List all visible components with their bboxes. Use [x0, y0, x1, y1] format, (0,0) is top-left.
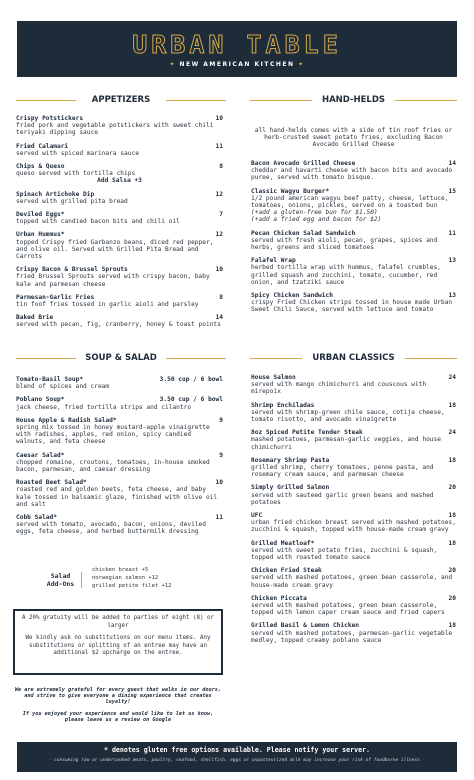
- item-desc: served with mashed potatoes, green bean casserole, and house-made cream gravy: [251, 574, 453, 589]
- handhelds-title: HAND-HELDS: [321, 95, 386, 105]
- item-price: 8: [219, 163, 223, 171]
- soup-salad-heading: [16, 353, 226, 363]
- addon-item: norwegian salmon +12: [92, 575, 159, 581]
- menu-header: [17, 21, 457, 77]
- divider: [395, 100, 457, 101]
- menu-item: [16, 417, 223, 446]
- handhelds-intro: all hand-helds comes with a side of tin roof fries or herb-crusted sweet potato fries, excluding Bacon Avocado Grilled Cheese: [254, 127, 453, 149]
- item-price: 12: [215, 190, 223, 198]
- soup-salad-title: SOUP & SALAD: [85, 353, 157, 363]
- item-price: 11: [448, 229, 456, 237]
- menu-item: [16, 396, 223, 410]
- item-price: 20: [448, 594, 456, 602]
- item-name: Spicy Chicken Sandwich: [251, 292, 333, 300]
- menu-item: [251, 292, 456, 314]
- item-price: 18: [448, 401, 456, 409]
- item-desc: jack cheese, fried tortilla strips and cilantro: [16, 403, 192, 411]
- item-name: Roasted Beet Salad*: [16, 479, 87, 487]
- item-price: 20: [448, 567, 456, 575]
- item-desc: served with fresh aioli, pecan, grapes, spices and herbs, greens and sliced tomatoes: [251, 236, 438, 252]
- item-price: 18: [448, 622, 456, 630]
- item-desc: mashed potatoes, parmesan-garlic veggies, and house chimichurri: [251, 436, 441, 451]
- item-desc: blend of spices and cream: [16, 383, 110, 391]
- item-desc: urban fried chicken breast served with mashed potatoes, zucchini & squash, topped with house-made cream gravy: [251, 519, 456, 534]
- item-desc: served with shrimp-green chile sauce, cotija cheese, tomato risotto, and avocado vinaigrette: [251, 408, 445, 424]
- item-desc: served with mashed potatoes, parmesan-garlic vegetable medley, topped creamy poblano sauce: [251, 629, 453, 644]
- addons-list: [92, 566, 171, 590]
- item-name: Bacon Avocado Grilled Cheese: [251, 160, 356, 167]
- menu-footer: [17, 742, 457, 772]
- gluten-free-note: * denotes gluten free options available. Please notify your server.: [104, 746, 370, 754]
- menu-item: [16, 191, 223, 205]
- item-price: 9: [219, 451, 223, 459]
- substitution-note: We kindly ask no substitutions on our menu items. Any substitutions or splitting of an entree may have an additional $2 upcharge on the entree.: [25, 635, 211, 656]
- handhelds-list: [251, 160, 456, 320]
- item-desc: served with mashed potatoes, green bean casserole, topped with lemon caper cream sauce and fried capers: [251, 602, 445, 617]
- appetizers-title: APPETIZERS: [91, 95, 151, 105]
- divider: [166, 358, 226, 359]
- item-desc: fried Brussel Sprouts served with crispy bacon, baby kale and parmesan cheese: [16, 273, 210, 288]
- item-desc: grilled shrimp, cherry tomatoes, penne pasta, and rosemary cream sauce, and parmesan cheese: [251, 464, 434, 479]
- item-desc: tin foof fries tossed in garlic aioli and parsley: [16, 301, 199, 309]
- item-desc: topped with candied bacon bits and chili oil: [16, 218, 180, 226]
- item-desc: crispy Fried Chicken strips tossed in house made Urban Sweet Chili Sauce, served with lettuce and tomato: [251, 299, 453, 314]
- item-desc: queso served with tortilla chips: [16, 170, 136, 178]
- item-price: 24: [448, 429, 456, 437]
- item-name: Crispy Potstickers: [16, 115, 84, 122]
- item-price: 24: [448, 374, 456, 381]
- menu-item: [251, 188, 456, 224]
- addon-item: chicken breast +5: [92, 567, 149, 573]
- item-desc: served with grilled pita bread: [16, 197, 128, 205]
- item-name: Chicken Piccata: [251, 594, 307, 602]
- item-price: 10: [215, 479, 223, 487]
- menu-item: [16, 163, 223, 185]
- tagline: [17, 61, 457, 68]
- menu-item: [251, 374, 456, 396]
- item-name: Baked Brie: [16, 314, 54, 322]
- menu-item: [16, 143, 223, 157]
- urban-classics-heading: [250, 353, 457, 363]
- menu-item: [16, 479, 223, 508]
- item-note: (+add a fried egg and bacon for $2): [251, 216, 382, 224]
- menu-item: [16, 115, 223, 137]
- item-name: House Apple & Radish Salad*: [16, 416, 117, 424]
- item-name: Chips & Queso: [16, 163, 65, 171]
- item-desc: served with mango chimichurri and couscous with mirepoix: [251, 381, 427, 396]
- item-name: Falafel Wrap: [251, 257, 296, 265]
- tagline-text: NEW AMERICAN KITCHEN: [179, 61, 295, 68]
- policy-notice: [13, 609, 223, 675]
- item-desc: fried pork and vegetable potstickers with sweet chili teriyaki dipping sauce: [16, 122, 214, 137]
- menu-item: [16, 266, 223, 288]
- item-desc: spring mix tossed in honey mustard-apple vinaigrette with radishes, apples, red onion, spicy candied walnuts, and feta cheese: [16, 424, 210, 446]
- salad-addons: [44, 566, 214, 594]
- star-icon: ✦: [169, 61, 176, 68]
- item-name: Poblano Soup*: [16, 396, 65, 404]
- handhelds-heading: [250, 95, 457, 105]
- item-desc: herbed tortilla wrap with hummus, falafel crumbles, grilled squash and zucchini, tomato, cucumber, red onion, and tzatziki sauce: [251, 264, 441, 286]
- item-desc: served with sweet potato fries, zucchini & squash, topped with roasted tomato sauce: [251, 546, 438, 562]
- gratuity-note: A 20% gratuity will be added to parties of eight (8) or larger: [22, 615, 214, 629]
- item-name: Tomato-Basil Soup*: [16, 376, 84, 383]
- item-price: 11: [215, 514, 223, 522]
- item-name: Grilled Meatloaf*: [251, 539, 315, 547]
- item-price: 14: [215, 314, 223, 322]
- thanks-line: We are extremely grateful for every guest that walks in our doors, and strive to give everyone a dining experience that creates loyalty!: [14, 687, 222, 705]
- item-name: Chicken Fried Steak: [251, 567, 322, 575]
- menu-item: [251, 429, 456, 451]
- item-price: 13: [448, 292, 456, 300]
- item-price: 12: [215, 231, 223, 239]
- item-extra: Add Salsa +3: [97, 177, 142, 185]
- menu-item: [251, 457, 456, 479]
- menu-item: [16, 294, 223, 308]
- item-name: Cobb Salad*: [16, 514, 57, 522]
- item-name: Urban Hummus*: [16, 231, 65, 239]
- item-price: 18: [448, 512, 456, 520]
- menu-item: [16, 231, 223, 260]
- menu-item: [251, 567, 456, 589]
- menu-item: [251, 484, 456, 506]
- item-name: Rosemary Shrimp Pasta: [251, 456, 330, 464]
- menu-item: [251, 402, 456, 424]
- item-desc: served with spiced marinara sauce: [16, 149, 139, 157]
- menu-item: [16, 314, 223, 328]
- item-price: 8: [219, 293, 223, 301]
- item-desc: cheddar and havarti cheese with bacon bits and avocado puree, served with tomato bisque.: [251, 167, 453, 182]
- item-desc: roasted red and golden beets, feta cheese, and baby kale tossed in balsamic glaze, finished with olive oil and salt: [16, 486, 218, 508]
- item-price: 15: [448, 187, 456, 195]
- thank-you-note: [13, 687, 223, 729]
- menu-item: [251, 622, 456, 644]
- appetizers-heading: [16, 95, 226, 105]
- item-desc: topped Crispy fried Garbanzo beans, diced red pepper, and olive oil. Served with Grilled Pita Bread and Carrots: [16, 238, 214, 261]
- item-desc: served with sauteed garlic green beans and mashed potatoes: [251, 491, 434, 506]
- menu-item: [251, 230, 456, 252]
- divider: [166, 100, 226, 101]
- menu-item: [16, 452, 223, 474]
- item-name: Fried Calamari: [16, 142, 69, 150]
- item-name: Spinach Artichoke Dip: [16, 190, 95, 198]
- menu-item: [251, 160, 456, 182]
- item-name: Pecan Chicken Salad Sandwich: [251, 229, 356, 237]
- item-name: Parmesan-Garlic Fries: [16, 293, 95, 301]
- menu-item: [16, 211, 223, 225]
- divider: [405, 358, 457, 359]
- addon-item: grilled petite filet +12: [92, 583, 172, 589]
- item-name: Grilled Basil & Lemon Chicken: [251, 622, 360, 630]
- item-price: 18: [448, 539, 456, 547]
- item-note: (+add a gluten-free bun for $1.50): [251, 209, 378, 217]
- item-price: 9: [219, 416, 223, 424]
- restaurant-logo: URBAN TABLE: [132, 30, 342, 59]
- item-name: Shrimp Enchiladas: [251, 401, 315, 409]
- item-name: Crispy Bacon & Brussel Sprouts: [16, 266, 128, 274]
- menu-item: [251, 595, 456, 617]
- appetizers-list: [16, 115, 223, 335]
- item-name: House Salmon: [251, 374, 296, 381]
- item-name: Deviled Eggs*: [16, 211, 65, 219]
- item-desc: 1/2 pound american wagyu beef patty, cheese, lettuce, tomatoes, onions, pickles, served on a toasted bun: [251, 194, 449, 210]
- addons-label: Salad Add-Ons: [44, 572, 82, 588]
- review-line: If you enjoyed your experience and would like to let us know, please leave us a review on Google: [22, 711, 214, 723]
- item-price: 18: [448, 456, 456, 464]
- menu-item: [16, 376, 223, 390]
- item-name: UFC: [251, 512, 263, 520]
- item-price: 3.50 cup / 6 bowl: [159, 396, 223, 404]
- item-price: 14: [448, 160, 456, 167]
- item-desc: served with tomato, avocado, bacon, onions, deviled eggs, feta cheese, and herbed buttermilk dressing: [16, 521, 206, 536]
- item-price: 10: [215, 115, 223, 122]
- urban-classics-list: [251, 374, 456, 650]
- item-price: 13: [448, 257, 456, 265]
- item-name: Simply Grilled Salmon: [251, 484, 330, 492]
- item-price: 11: [215, 142, 223, 150]
- item-name: 8oz Spiced Petite Tender Steak: [251, 429, 363, 437]
- menu-item: [16, 514, 223, 536]
- item-price: 10: [215, 266, 223, 274]
- item-price: 7: [219, 211, 223, 219]
- item-desc: served with pecan, fig, cranberry, honey & toast points: [16, 321, 221, 329]
- star-icon: ✦: [298, 61, 305, 68]
- food-safety-warning: - consuming raw or undercooked meats, poultry, seafood, shellfish, eggs or unpasteurized milk may increase your risk of foodborne illness -: [48, 758, 426, 763]
- item-price: 20: [448, 484, 456, 492]
- item-name: Classic Wagyu Burger*: [251, 187, 330, 195]
- item-desc: chopped romaine, croutons, tomatoes, in-house smoked bacon, parmesan, and caesar dressing: [16, 458, 210, 474]
- item-name: Caesar Salad*: [16, 451, 65, 459]
- menu-item: [251, 512, 456, 534]
- menu-item: [251, 540, 456, 562]
- item-price: 3.50 cup / 6 bowl: [159, 376, 223, 383]
- urban-classics-title: URBAN CLASSICS: [312, 353, 395, 363]
- soup-salad-list: [16, 376, 223, 542]
- menu-item: [251, 257, 456, 286]
